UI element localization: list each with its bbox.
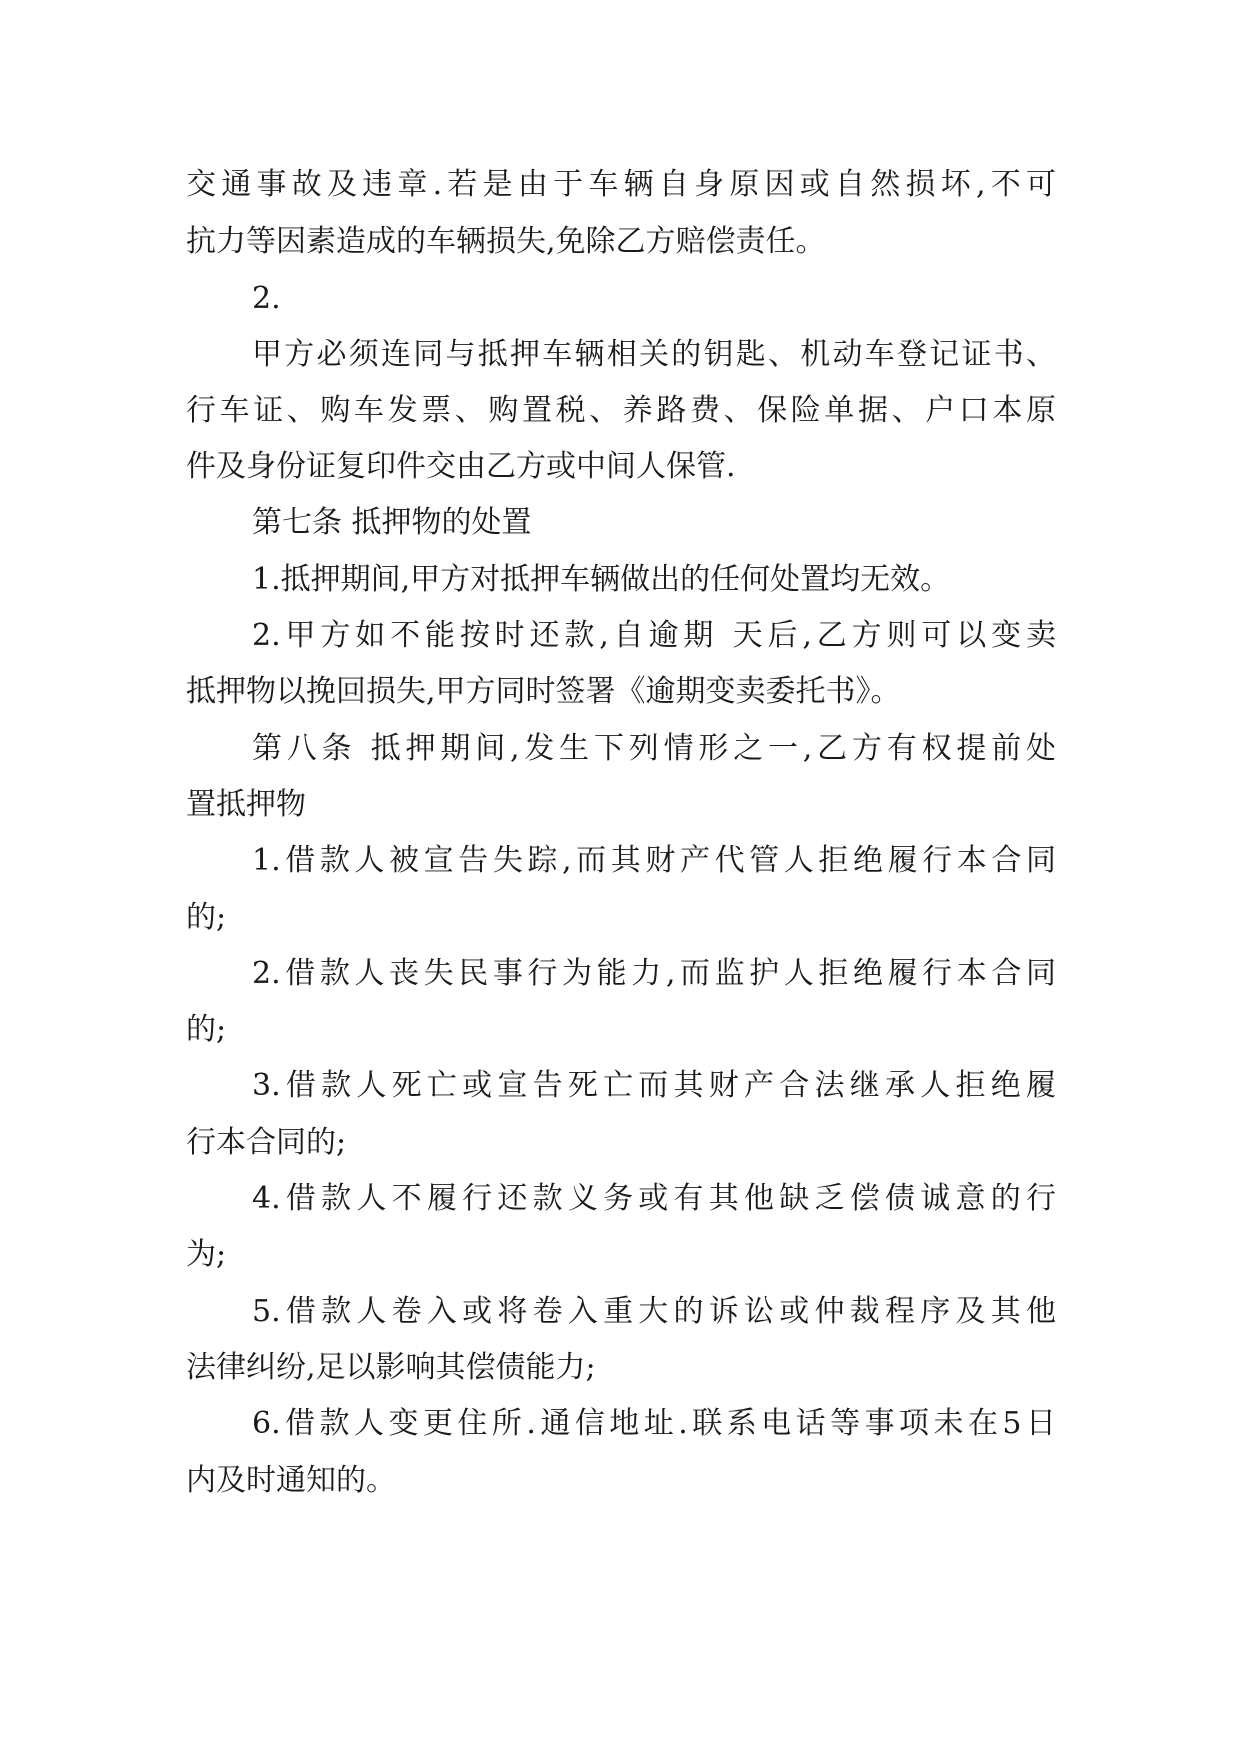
list-item-line: 6.借款人变更住所.通信地址.联系电话等事项未在5日 <box>252 1406 1056 1441</box>
paragraph-line: 2. <box>252 281 281 316</box>
paragraph-line: 1.抵押期间,甲方对抵押车辆做出的任何处置均无效。 <box>252 562 951 597</box>
list-item-line: 2.借款人丧失民事行为能力,而监护人拒绝履行本合同 <box>252 956 1056 991</box>
list-item-line: 为; <box>186 1237 227 1272</box>
paragraph-line: 行车证、购车发票、购置税、养路费、保险单据、户口本原 <box>186 393 1056 428</box>
section-heading: 第七条 抵押物的处置 <box>252 505 532 540</box>
list-item-line: 3.借款人死亡或宣告死亡而其财产合法继承人拒绝履 <box>252 1068 1056 1103</box>
list-item-line: 内及时通知的。 <box>186 1463 396 1498</box>
list-item-line: 行本合同的; <box>186 1125 347 1160</box>
paragraph-line: 件及身份证复印件交由乙方或中间人保管. <box>186 449 736 484</box>
paragraph-line: 交通事故及违章.若是由于车辆自身原因或自然损坏,不可 <box>186 167 1056 202</box>
list-item-line: 的; <box>186 1012 227 1047</box>
paragraph-line: 抗力等因素造成的车辆损失,免除乙方赔偿责任。 <box>186 224 826 259</box>
paragraph-line: 置抵押物 <box>186 787 306 822</box>
list-item-line: 4.借款人不履行还款义务或有其他缺乏偿债诚意的行 <box>252 1181 1056 1216</box>
list-item-line: 的; <box>186 900 227 935</box>
list-item-line: 5.借款人卷入或将卷入重大的诉讼或仲裁程序及其他 <box>252 1294 1056 1329</box>
paragraph-line: 甲方必须连同与抵押车辆相关的钥匙、机动车登记证书、 <box>252 337 1056 372</box>
paragraph-line: 抵押物以挽回损失,甲方同时签署《逾期变卖委托书》。 <box>186 674 901 709</box>
paragraph-line: 2.甲方如不能按时还款,自逾期 天后,乙方则可以变卖 <box>252 618 1056 653</box>
list-item-line: 1.借款人被宣告失踪,而其财产代管人拒绝履行本合同 <box>252 843 1056 878</box>
list-item-line: 法律纠纷,足以影响其偿债能力; <box>186 1350 596 1385</box>
section-heading: 第八条 抵押期间,发生下列情形之一,乙方有权提前处 <box>252 731 1056 766</box>
